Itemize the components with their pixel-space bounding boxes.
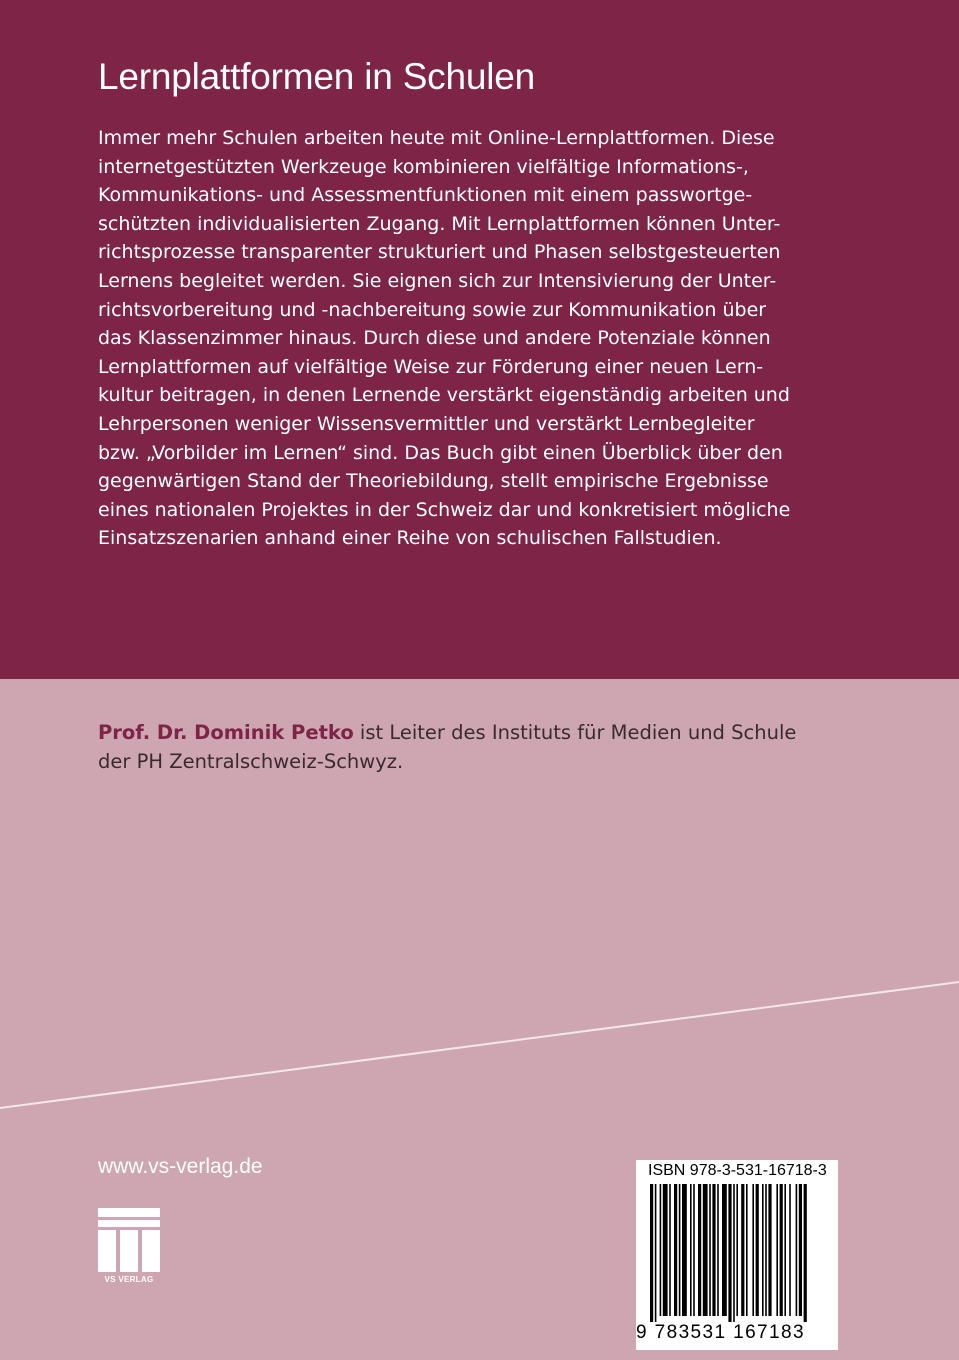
author-name: Prof. Dr. Dominik Petko — [98, 721, 354, 744]
book-blurb — [98, 124, 858, 553]
barcode-icon — [636, 1180, 838, 1322]
top-band — [0, 0, 959, 679]
blurb-line: bzw. „Vorbilder im Lernen“ sind. Das Buch gibt einen Überblick über den — [98, 441, 783, 464]
blurb-line: richtsvorbereitung und -nachbereitung sowie zur Kommunikation über — [98, 298, 767, 321]
isbn-label: ISBN 978-3-531-16718-3 — [648, 1162, 827, 1179]
blurb-line: gegenwärtigen Stand der Theoriebildung, stellt empirische Ergebnisse — [98, 470, 769, 493]
author-bio-text: ist Leiter des Instituts für Medien und Schule — [353, 721, 797, 744]
blurb-line: richtsprozesse transparenter strukturiert und Phasen selbstgesteuerten — [98, 241, 781, 264]
book-title: Lernplattformen in Schulen — [98, 56, 536, 97]
author-bio-line-2: der PH Zentralschweiz-Schwyz. — [98, 749, 404, 773]
ean-digits: 9 783531 167183 — [636, 1322, 805, 1343]
blurb-line: das Klassenzimmer hinaus. Durch diese und andere Potenziale können — [98, 327, 771, 350]
blurb-line: Kommunikations- und Assessmentfunktionen mit einem passwortge- — [98, 184, 753, 207]
author-bio — [98, 719, 878, 776]
blurb-line: Immer mehr Schulen arbeiten heute mit Online-Lernplattformen. Diese — [98, 127, 775, 149]
barcode-box — [636, 1160, 838, 1350]
author-bio-line-1 — [98, 719, 878, 748]
blurb-line: Lehrpersonen weniger Wissensvermittler und verstärkt Lernbegleiter — [98, 412, 755, 435]
blurb-line: eines nationalen Projektes in der Schweiz dar und konkretisiert mögliche — [98, 498, 791, 521]
publisher-logo-text: VS VERLAG — [104, 1275, 154, 1284]
blurb-line: Lernplattformen auf vielfältige Weise zur Förderung einer neuen Lern- — [98, 355, 764, 378]
blurb-line: Lernens begleitet werden. Sie eignen sich zur Intensivierung der Unter- — [98, 269, 777, 292]
blurb-line: schützten individualisierten Zugang. Mit Lernplattformen können Unter- — [98, 212, 781, 235]
diagonal-divider — [0, 980, 959, 1110]
blurb-line: internetgestützten Werkzeuge kombinieren vielfältige Informations-, — [98, 155, 749, 178]
blurb-line: Einsatzszenarien anhand einer Reihe von schulischen Fallstudien. — [98, 527, 722, 550]
publisher-url[interactable]: www.vs-verlag.de — [98, 1155, 263, 1178]
blurb-line: kultur beitragen, in denen Lernende verstärkt eigenständig arbeiten und — [98, 384, 790, 407]
